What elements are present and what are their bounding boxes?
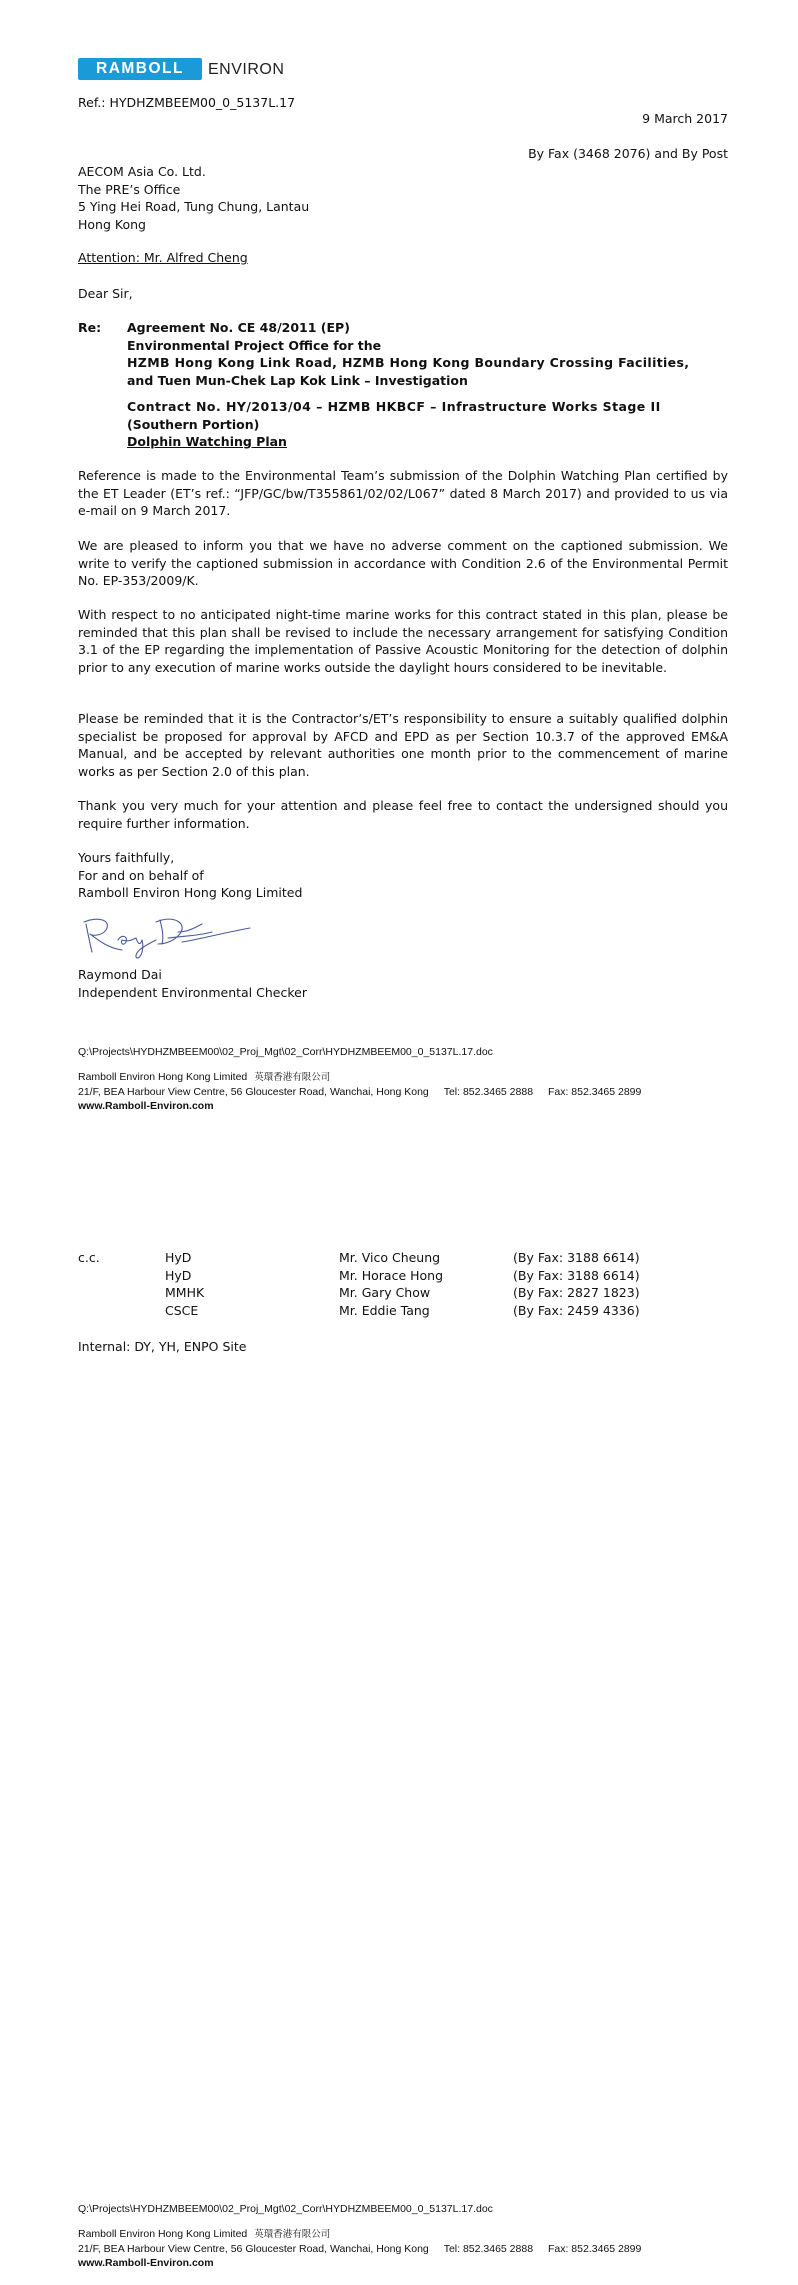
body-paragraph-2: We are pleased to inform you that we have no adverse comment on the captioned submission. We write to verify the captioned submission in accordance with Condition 2.6 of the Environmental Permit No. EP-353/2009/K.	[78, 538, 728, 588]
footer-address: 21/F, BEA Harbour View Centre, 56 Gloucester Road, Wanchai, Hong Kong	[78, 2243, 429, 2255]
footer-company-line	[78, 1070, 330, 1085]
footer-company: Ramboll Environ Hong Kong Limited	[78, 2228, 248, 2240]
logo-suffix: ENVIRON	[208, 61, 285, 78]
re-block-contract	[127, 398, 728, 451]
reference-number: Ref.: HYDHZMBEEM00_0_5137L.17	[78, 95, 296, 110]
footer-address: 21/F, BEA Harbour View Centre, 56 Gloucester Road, Wanchai, Hong Kong	[78, 1086, 429, 1098]
cc-person: Mr. Horace Hong	[339, 1267, 444, 1283]
closing-line: Ramboll Environ Hong Kong Limited	[78, 885, 303, 900]
footer-tel: Tel: 852.3465 2888	[443, 2243, 534, 2255]
cc-org: MMHK	[165, 1285, 205, 1300]
re-block-agreement	[127, 319, 728, 389]
footer-company-cn: 英環香港有限公司	[254, 1072, 331, 1083]
footer-address-line-bottom	[78, 2242, 641, 2256]
cc-fax: (By Fax: 3188 6614)	[513, 1267, 640, 1283]
re-subject: Dolphin Watching Plan	[127, 434, 287, 449]
footer-company: Ramboll Environ Hong Kong Limited	[78, 1071, 248, 1083]
signer-block	[78, 966, 307, 1001]
cc-org: CSCE	[165, 1302, 199, 1318]
cc-org-column	[165, 1249, 204, 1319]
salutation: Dear Sir,	[78, 286, 133, 301]
address-line: 5 Ying Hei Road, Tung Chung, Lantau	[78, 199, 310, 214]
closing-line: For and on behalf of	[78, 867, 204, 883]
ramboll-logo	[78, 58, 202, 80]
re-line: Contract No. HY/2013/04 – HZMB HKBCF – Infrastructure Works Stage II	[127, 399, 661, 414]
address-line: Hong Kong	[78, 216, 146, 232]
signer-name: Raymond Dai	[78, 967, 162, 982]
body-paragraph-1: Reference is made to the Environmental Team’s submission of the Dolphin Watching Plan certified by the ET Leader (ET’s ref.: “JFP/GC/bw/T355861/02/02/L067” dated 8 March 2017) and provided to us via e-mail on 9 March 2017.	[78, 468, 728, 518]
cc-org: HyD	[165, 1267, 192, 1283]
closing-line: Yours faithfully,	[78, 850, 175, 865]
cc-fax: (By Fax: 2459 4336)	[513, 1302, 640, 1318]
cc-fax: (By Fax: 2827 1823)	[513, 1285, 640, 1300]
re-line: HZMB Hong Kong Link Road, HZMB Hong Kong Boundary Crossing Facilities,	[127, 355, 690, 370]
re-line: and Tuen Mun-Chek Lap Kok Link – Investigation	[127, 372, 468, 388]
cc-label: c.c.	[78, 1250, 100, 1265]
cc-person-column	[339, 1249, 443, 1319]
footer-company-line-bottom	[78, 2227, 330, 2242]
body-paragraph-5: Thank you very much for your attention and please feel free to contact the undersigned should you require further information.	[78, 798, 728, 831]
cc-person: Mr. Gary Chow	[339, 1285, 431, 1300]
body-paragraph-4: Please be reminded that it is the Contractor’s/ET’s responsibility to ensure a suitably qualified dolphin specialist be proposed for approval by AFCD and EPD as per Section 10.3.7 of the approved EM&A Manual, and be accepted by relevant authorities one month prior to the commencement of marine works as per Section 2.0 of this plan.	[78, 711, 728, 779]
re-line: (Southern Portion)	[127, 416, 260, 432]
letter-date: 9 March 2017	[642, 111, 728, 126]
address-line: AECOM Asia Co. Ltd.	[78, 164, 206, 179]
cc-fax: (By Fax: 3188 6614)	[513, 1250, 640, 1265]
file-path-bottom: Q:\Projects\HYDHZMBEEM00\02_Proj_Mgt\02_Corr\HYDHZMBEEM00_0_5137L.17.doc	[78, 2203, 493, 2215]
cc-org: HyD	[165, 1250, 192, 1265]
internal-distribution: Internal: DY, YH, ENPO Site	[78, 1339, 247, 1354]
footer-fax: Fax: 852.3465 2899	[547, 2243, 642, 2255]
re-line: Environmental Project Office for the	[127, 337, 382, 353]
recipient-address	[78, 163, 309, 233]
attention-line: Attention: Mr. Alfred Cheng	[78, 250, 248, 265]
cc-person: Mr. Vico Cheung	[339, 1250, 441, 1265]
footer-website[interactable]: www.Ramboll-Environ.com	[78, 1100, 214, 1112]
body-paragraph-3: With respect to no anticipated night-time marine works for this contract stated in this plan, please be reminded that this plan shall be revised to include the necessary arrangement for satisfying Condition 3.1 of the EP regarding the implementation of Passive Acoustic Monitoring for the detection of dolphin prior to any execution of marine works outside the daylight hours considered to be inevitable.	[78, 607, 728, 675]
signer-title: Independent Environmental Checker	[78, 984, 307, 1000]
cc-fax-column	[513, 1249, 640, 1319]
address-line: The PRE’s Office	[78, 181, 181, 197]
file-path: Q:\Projects\HYDHZMBEEM00\02_Proj_Mgt\02_Corr\HYDHZMBEEM00_0_5137L.17.doc	[78, 1046, 493, 1058]
footer-fax: Fax: 852.3465 2899	[547, 1086, 642, 1098]
re-line: Agreement No. CE 48/2011 (EP)	[127, 320, 350, 335]
closing-block	[78, 849, 302, 902]
handwritten-signature	[78, 910, 258, 962]
footer-tel: Tel: 852.3465 2888	[443, 1086, 534, 1098]
footer-company-cn: 英環香港有限公司	[254, 2229, 331, 2240]
footer-website-bottom[interactable]: www.Ramboll-Environ.com	[78, 2257, 214, 2269]
footer-address-line	[78, 1085, 641, 1099]
cc-person: Mr. Eddie Tang	[339, 1302, 430, 1318]
delivery-method: By Fax (3468 2076) and By Post	[528, 146, 728, 161]
logo-brand: RAMBOLL	[96, 60, 184, 77]
re-label: Re:	[78, 320, 102, 335]
